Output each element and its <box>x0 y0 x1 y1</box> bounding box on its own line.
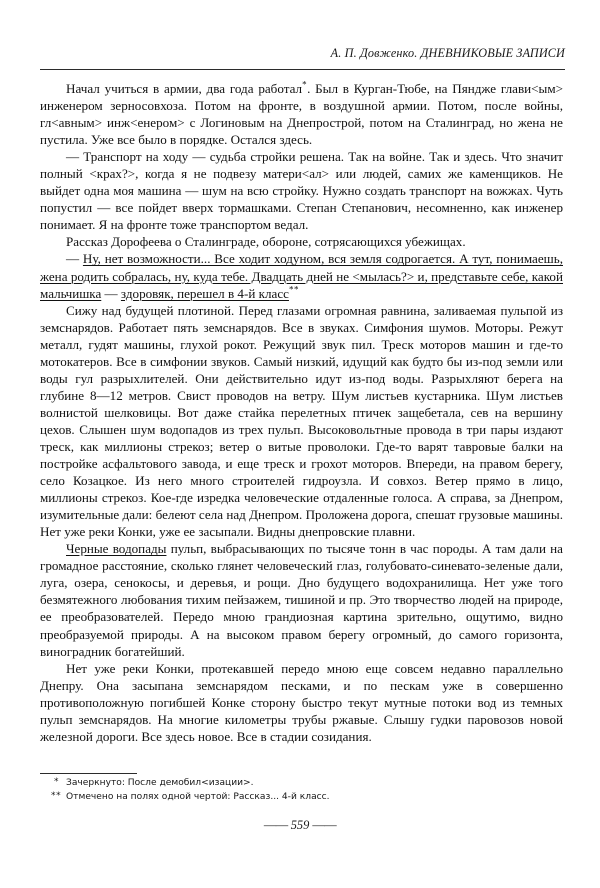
paragraph-4 <box>40 250 563 301</box>
paragraph-4-underlined-part-2: здоровяк, перешел в 4-й класс <box>120 285 289 301</box>
paragraph-4-dash: — <box>66 251 83 267</box>
paragraph-7: Нет уже реки Конки, протекавшей передо мною еще совсем недавно параллельно Днепру. Она засыпана земснарядом песками, и по пескам уже в совершенно противоположную погибшей Конке сторону быстро текут мутные потоки вод из темных пульп земснарядов. На многие километры трубы ржавые. Слышу гудки паровозов новой железной дороги. Все здесь новое. Все в стадии созидания. <box>40 660 563 744</box>
footnote-1 <box>40 777 540 791</box>
footnote-1-marker: * <box>54 777 60 787</box>
footnote-separator-rule <box>40 773 137 774</box>
paragraph-3: Рассказ Дорофеева о Сталинграде, обороне, сотрясающихся убежищах. <box>66 234 466 250</box>
folio-left-dash: —— <box>263 818 288 832</box>
footnote-2 <box>40 791 540 805</box>
paragraph-1-text: Начал учиться в армии, два года работал <box>66 81 303 96</box>
paragraph-4-middle-dash: — <box>101 285 121 301</box>
body-text-block <box>40 80 563 745</box>
running-head: А. П. Довженко. ДНЕВНИКОВЫЕ ЗАПИСИ <box>330 46 565 60</box>
paragraph-1-text-after: . Был в Курган-Тюбе, на Пяндже глави<ым> инженером зерносовхоза. Потом на фронте, в воздушной армии. Потом, после войны, гл<авным> инж<енером> с Логиновым на Днепрострой, потом на Сталинград, но жена не пустила. Уже все было в порядке. Остался здесь. <box>40 81 563 148</box>
footnote-marker-2[interactable]: ** <box>288 284 299 295</box>
footnote-1-text: Зачеркнуто: После демобил<изации>. <box>66 778 254 788</box>
footnote-marker-1[interactable]: * <box>302 79 308 90</box>
folio-right-dash: —— <box>312 818 337 832</box>
paragraph-1 <box>40 80 563 148</box>
paragraph-2: — Транспорт на ходу — судьба стройки решена. Так на войне. Так и здесь. Что значит полный <крах?>, когда я не подвезу матери<ал> или людей, самих же каменщиков. Не выйдет одна моя машина — шум на всю стройку. Нужно создать транспорт на вожжах. Чуть попустил — все пойдет вверх тормашками. Степан Степанович, несомненно, как инженер понимает. Я на фронте тоже транспортом ведал. <box>40 149 563 233</box>
folio-number: 559 <box>290 818 310 832</box>
page-folio <box>0 818 600 833</box>
paragraph-5: Сижу над будущей плотиной. Перед глазами огромная равнина, заливаемая пульпой из земснарядов. Работает пять земснарядов. Все в звуках. Симфония шумов. Моторы. Режут металл, гудят машины, глухой рокот. Режущий звук пил. Треск моторов машин и где-то мотокатеров. Все в симфонии звуков. Самый низкий, идущий как будто бы из-под земли или воды гул разрыхлителей. Они действительно идут из-под воды. Разрыхляют берега на глубине 8—12 метров. Свист проводов на ветру. Шум листьев кустарника. Шум листьев волнистой шелковицы. Вот даже стайка перелетных птичек защебетала, сев на вершину цехов. Слышен шум водопадов из трех пульп. Высоковольтные провода в три пары издают треск, как миллионы стрекоз; ветер о витые проволоки. Где-то варят тавровые балки на постройке асфальтового завода, и еще треск и грохот моторов. Впереди, на правом берегу, село Козацкое. Из него много строителей гидроузла. И совхоз. Ветер прямо в лицо, миллионы стрекоз. Кое-где изредка человеческие отдаленные голоса. А справа, за Днепром, изумительные дали: белеют села над Днепром. Проложена дорога, спешат грузовые машины. Нет уже реки Конки, уже ее засыпали. Видны днепровские плавни. <box>40 302 563 540</box>
paragraph-6-text-after: пульп, выбрасывающих по тысяче тонн в час породы. А там дали на громадное расстояние, сколько глянет человеческий глаз, голубовато-синевато-зеленые дали, луга, озера, сенокосы, и деревья, и рощи. Дно будущего водохранилища. Нет уже того безмятежного любования тихим пейзажем, тишиной и пр. Это творчество людей на природе, ее преобразователей. Передо мною грандиозная картина зрительно, ощутимо, видно преобразуемой природы. А на высоком правом берегу огромный, до самого горизонта, виноградник богатейший. <box>40 541 563 659</box>
footnote-2-text: Отмечено на полях одной чертой: Рассказ... 4-й класс. <box>66 791 330 802</box>
paragraph-6 <box>40 540 563 659</box>
paragraph-4-underlined-part-1: Ну, нет возможности... Все ходит ходуном, вся земля содрогается. А тут, понимаешь, жена родить собралась, ну, куда тебе. Двадцать дней не <мылась?> и, представьте себе, какой мальчишка <box>40 251 563 301</box>
running-head-rule <box>40 69 565 70</box>
paragraph-6-underlined-part: Черные водопады <box>66 541 167 557</box>
footnotes-block <box>40 777 540 804</box>
footnote-2-marker: ** <box>51 790 62 801</box>
